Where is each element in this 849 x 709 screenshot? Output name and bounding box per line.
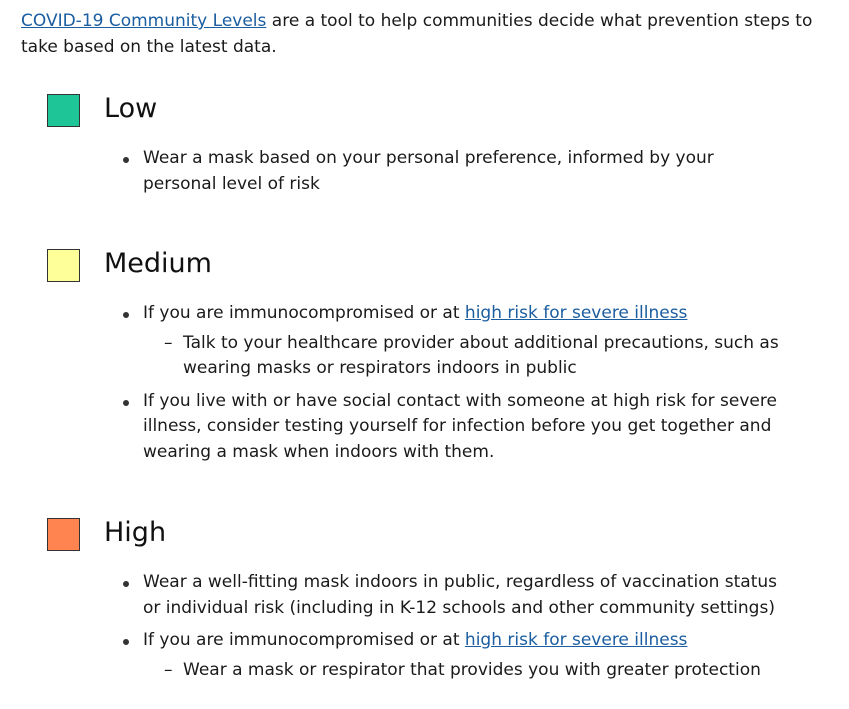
dash-icon: – [164,659,173,680]
medium-bullet-list [121,301,791,465]
sub-list-item-text: Wear a mask or respirator that provides you with greater protection [183,659,761,680]
low-bullet-list [121,146,791,197]
low-color-swatch [47,94,80,127]
list-item-text: Wear a mask based on your personal preference, informed by your personal level of risk [143,148,714,194]
sub-list-item [143,658,791,684]
list-item-text: If you live with or have social contact with someone at high risk for severe illness, consider testing yourself for infection before you get together and wearing a mask when indoors with them. [143,390,777,462]
list-item-text: Wear a well-fitting mask indoors in public, regardless of vaccination status or individual risk (including in K-12 schools and other community settings) [143,572,778,618]
list-item [121,301,791,382]
level-low-title: Low [104,93,158,124]
intro-text: are a tool to help communities decide what prevention steps to take based on the latest data. [21,11,813,57]
community-levels-link[interactable]: COVID-19 Community Levels [21,11,267,31]
medium-color-swatch [47,249,80,282]
sub-list-item-text: Talk to your healthcare provider about additional precautions, such as wearing masks or respirators indoors in public [183,332,779,378]
high-risk-link[interactable]: high risk for severe illness [464,303,688,323]
sub-list [143,331,791,382]
list-item [121,628,791,683]
sub-list [143,658,791,684]
bullet-icon [123,581,129,587]
high-risk-link[interactable]: high risk for severe illness [464,630,688,650]
level-high-header [47,518,807,552]
list-item [121,389,791,466]
bullet-icon [123,157,129,163]
bullet-icon [123,400,129,406]
list-item-text: If you are immunocompromised or at [143,303,465,323]
sub-list-item [143,331,791,382]
level-medium [47,248,807,462]
high-bullet-list [121,570,791,683]
level-high [47,517,807,680]
high-color-swatch [47,518,80,551]
level-low-header [47,94,807,128]
dash-icon: – [164,332,173,353]
level-medium-header [47,249,807,283]
intro-paragraph [21,8,821,60]
bullet-icon [123,312,129,318]
bullet-icon [123,639,129,645]
list-item [121,146,791,197]
list-item [121,570,791,621]
list-item-text: If you are immunocompromised or at [143,630,465,650]
level-low [47,93,807,194]
level-high-title: High [104,517,167,548]
level-medium-title: Medium [104,248,212,279]
